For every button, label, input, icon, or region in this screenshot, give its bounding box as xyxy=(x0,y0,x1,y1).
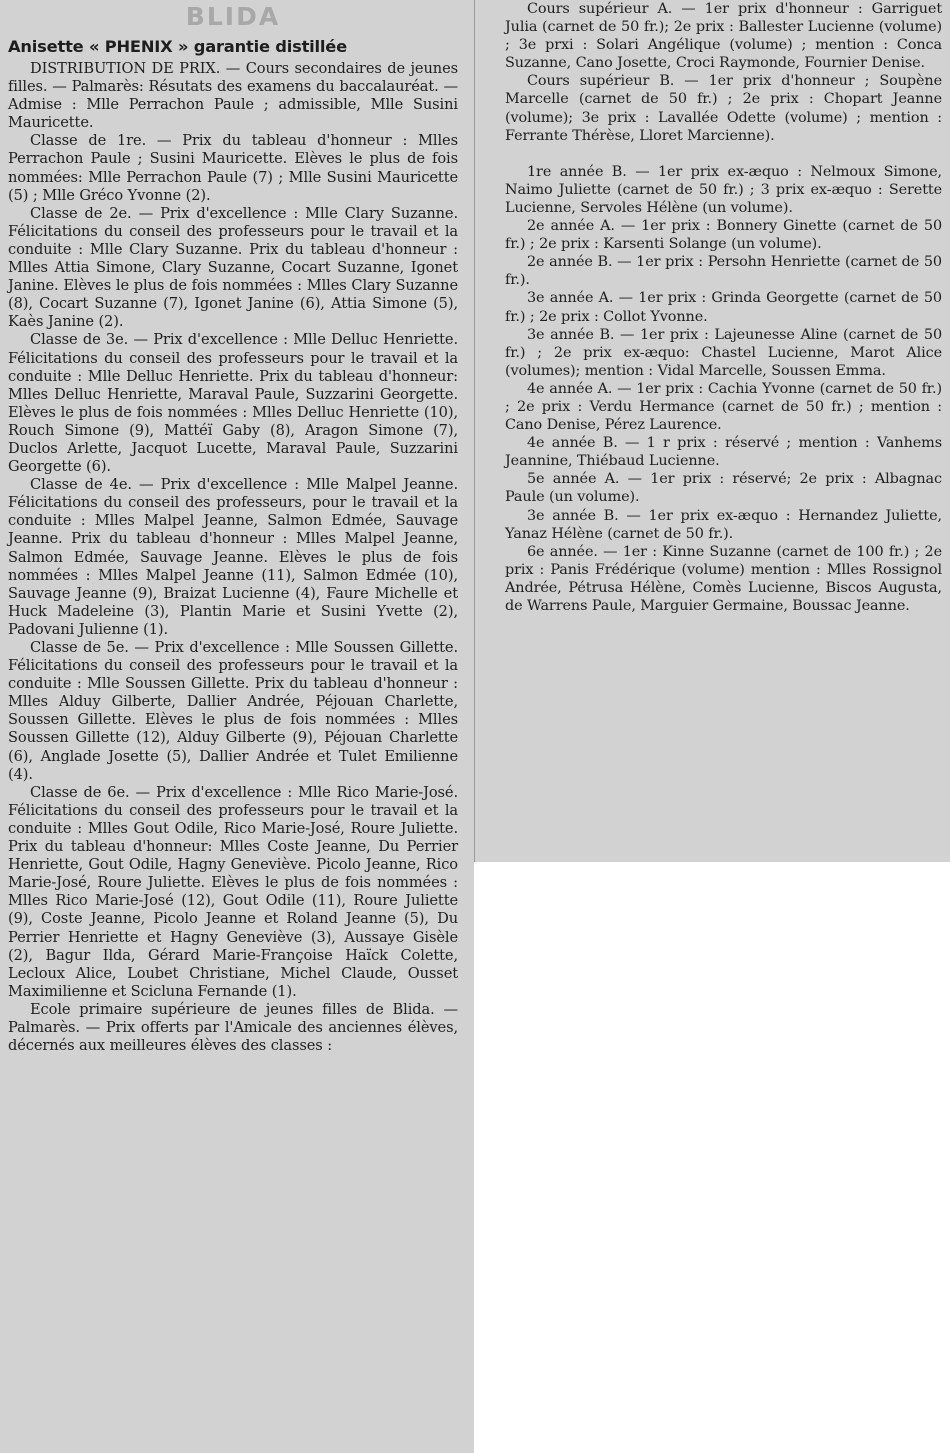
right-column xyxy=(474,0,950,862)
article-paragraph: 4e année B. — 1 r prix : réservé ; mention : Vanhems Jeannine, Thiébaud Lucienne. xyxy=(505,435,942,470)
article-paragraph: 3e année B. — 1er prix ex-æquo : Hernandez Juliette, Yanaz Hélène (carnet de 50 fr.). xyxy=(505,507,942,542)
article-paragraph: Classe de 6e. — Prix d'excellence : Mlle Rico Marie-José. Félicitations du conseil des professeurs pour le travail et la conduite : Mlles Gout Odile, Rico Marie-José, Roure Juliette. Prix du tableau d'honneur: Mlles Coste Jeanne, Du Perrier Henriette, Gout Odile, Hagny Geneviève. Picolo Jeanne, Rico Marie-José, Roure Juliette. Elèves le plus de fois nommées : Mlles Rico Marie-José (12), Gout Odile (11), Roure Juliette (9), Coste Jeanne, Picolo Jeanne et Roland Jeanne (5), Du Perrier Henriette et Hagny Geneviève (3), Aussaye Gisèle (2), Bagur Ilda, Gérard Marie-Françoise Haïck Colette, Lecloux Alice, Loubet Christiane, Michel Claude, Ousset Maximilienne et Scicluna Fernande (1). xyxy=(8,783,458,1000)
article-paragraph: 3e année B. — 1er prix : Lajeunesse Aline (carnet de 50 fr.) ; 2e prix ex-æquo: Chastel Lucienne, Marot Alice (volumes); mention : Vidal Marcelle, Soussen Emma. xyxy=(505,326,942,379)
article-paragraph: 5e année A. — 1er prix : réservé; 2e prix : Albagnac Paule (un volume). xyxy=(505,471,942,506)
article-paragraph: 2e année B. — 1er prix : Persohn Henriette (carnet de 50 fr.). xyxy=(505,254,942,289)
article-paragraph: Classe de 1re. — Prix du tableau d'honneur : Mlles Perrachon Paule ; Susini Mauricette. Elèves le plus de fois nommées: Mlle Perrachon Paule (7) ; Mlle Susini Mauricette (5) ; Mlle Gréco Yvonne (2). xyxy=(8,132,458,204)
article-paragraph: Cours supérieur B. — 1er prix d'honneur ; Soupène Marcelle (carnet de 50 fr.) ; 2e prix : Chopart Jeanne (volume); 3e prix : Lavallée Odette (volume) ; mention : Ferrante Thérèse, Lloret Marcienne). xyxy=(505,73,942,144)
article-paragraph: 2e année A. — 1er prix : Bonnery Ginette (carnet de 50 fr.) ; 2e prix : Karsenti Solange (un volume). xyxy=(505,218,942,253)
article-paragraph: 3e année A. — 1er prix : Grinda Georgette (carnet de 50 fr.) ; 2e prix : Collot Yvonne. xyxy=(505,290,942,325)
town-heading: BLIDA xyxy=(185,2,281,31)
article-paragraph: Classe de 5e. — Prix d'excellence : Mlle Soussen Gillette. Félicitations du conseil des professeurs pour le travail et la conduite : Mlle Soussen Gillette. Prix du tableau d'honneur : Mlles Alduy Gilberte, Dallier Andrée, Péjouan Charlette, Soussen Gillette. Elèves le plus de fois nommées : Mlles Soussen Gillette (12), Alduy Gilberte (9), Péjouan Charlette (6), Anglade Josette (5), Dallier Andrée et Tulet Emilienne (4). xyxy=(8,639,458,783)
article-paragraph: Classe de 4e. — Prix d'excellence : Mlle Malpel Jeanne. Félicitations du conseil des professeurs, pour le travail et la conduite : Mlles Malpel Jeanne, Salmon Edmée, Sauvage Jeanne. Prix du tableau d'honneur : Mlles Malpel Jeanne, Salmon Edmée, Sauvage Jeanne. Elèves le plus de fois nommées : Mlles Malpel Jeanne (11), Salmon Edmée (10), Sauvage Jeanne (9), Braizat Lucienne (4), Faure Michelle et Huck Madeleine (3), Plantin Marie et Susini Yvette (2), Padovani Julienne (1). xyxy=(8,476,458,638)
article-paragraph: Classe de 3e. — Prix d'excellence : Mlle Delluc Henriette. Félicitations du conseil des professeurs pour le travail et la conduite : Mlle Delluc Henriette. Prix du tableau d'honneur: Mlles Delluc Henriette, Maraval Paule, Suzzarini Georgette. Elèves le plus de fois nommées : Mlles Delluc Henriette (10), Rouch Simone (9), Mattéï Gaby (8), Aragon Simone (7), Duclos Arlette, Jacquot Lucette, Maraval Paule, Suzzarini Georgette (6). xyxy=(8,331,458,476)
article-paragraph: DISTRIBUTION DE PRIX. — Cours secondaires de jeunes filles. — Palmarès: Résutats des examens du baccalauréat. — Admise : Mlle Perrachon Paule ; admissible, Mlle Susini Mauricette. xyxy=(8,60,458,132)
advert-line: Anisette « PHENIX » garantie distillée xyxy=(8,37,347,56)
paragraph-gap xyxy=(505,145,942,163)
article-paragraph: 4e année A. — 1er prix : Cachia Yvonne (carnet de 50 fr.) ; 2e prix : Verdu Hermance (carnet de 50 fr.) ; mention : Cano Denise, Pérez Laurence. xyxy=(505,380,942,434)
article-paragraph: 1re année B. — 1er prix ex-æquo : Nelmoux Simone, Naimo Juliette (carnet de 50 fr.) ; 3 prix ex-æquo : Serette Lucienne, Servoles Hélène (un volume). xyxy=(505,163,942,216)
article-paragraph: Classe de 2e. — Prix d'excellence : Mlle Clary Suzanne. Félicitations du conseil des professeurs pour le travail et la conduite : Mlle Clary Suzanne. Prix du tableau d'honneur : Mlles Attia Simone, Clary Suzanne, Cocart Suzanne, Igonet Janine. Elèves le plus de fois nommées : Mlles Clary Suzanne (8), Cocart Suzanne (7), Igonet Janine (6), Attia Simone (5), Kaès Janine (2). xyxy=(8,204,458,331)
article-paragraph: 6e année. — 1er : Kinne Suzanne (carnet de 100 fr.) ; 2e prix : Panis Frédérique (volume) mention : Mlles Rossignol Andrée, Pétrusa Hélène, Comès Lucienne, Biscos Augusta, de Warrens Paule, Marguier Germaine, Boussac Jeanne. xyxy=(505,543,942,614)
left-column xyxy=(0,0,474,1453)
article-paragraph: Ecole primaire supérieure de jeunes filles de Blida. — Palmarès. — Prix offerts par l'Amicale des anciennes élèves, décernés aux meilleures élèves des classes : xyxy=(8,1000,458,1055)
article-paragraph: Cours supérieur A. — 1er prix d'honneur : Garriguet Julia (carnet de 50 fr.); 2e prix : Ballester Lucienne (volume) ; 3e prxi : Solari Angélique (volume) ; mention : Conca Suzanne, Cano Josette, Croci Raymonde, Fournier Denise. xyxy=(505,1,942,72)
